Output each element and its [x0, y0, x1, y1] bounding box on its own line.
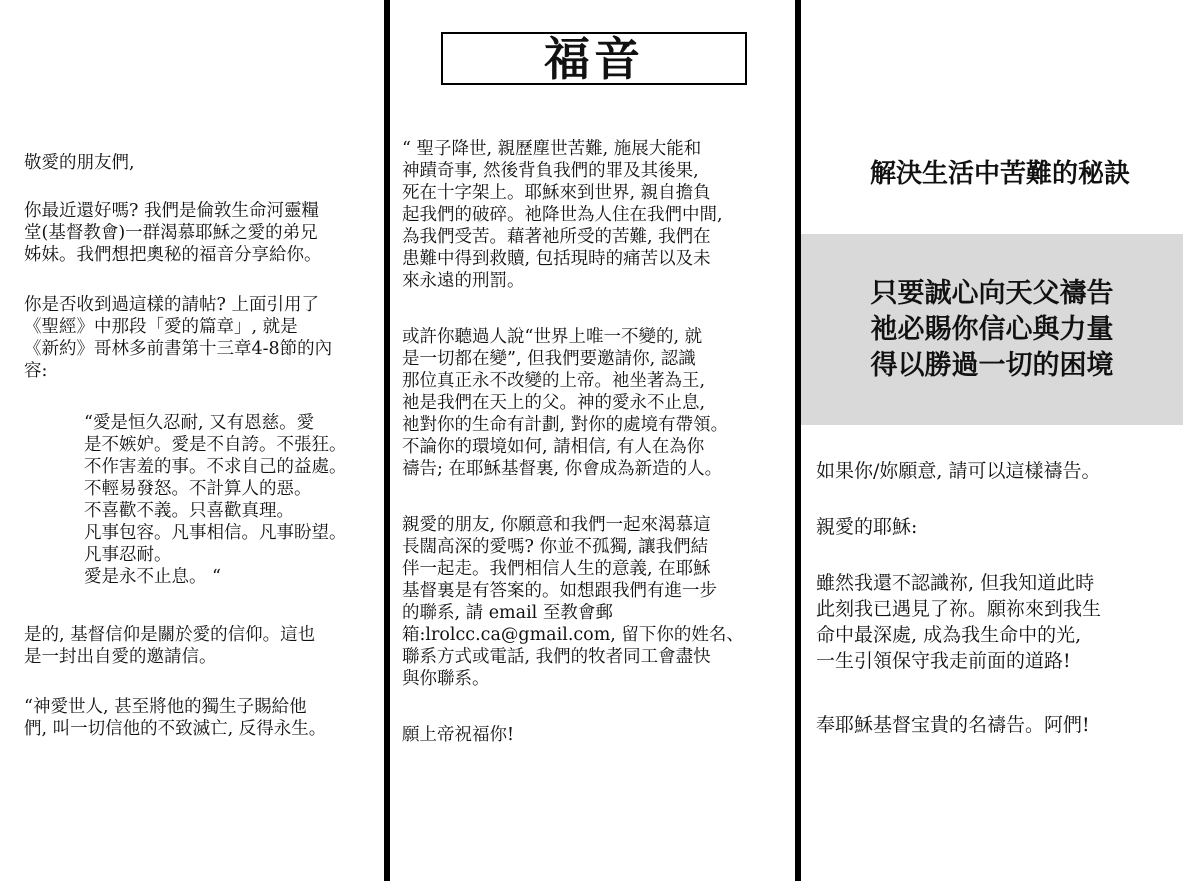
right-heading: 解決生活中苦難的秘訣 [869, 159, 1130, 189]
faith-paragraph: 是的, 基督信仰是關於愛的信仰。這也 是一封出自愛的邀請信。 [24, 625, 316, 667]
intro-paragraph: 你最近還好嗎? 我們是倫敦生命河靈糧 堂(基督教會)一群渴慕耶穌之愛的弟兄 姊妹。我們想把奧秘的福音分享給你。 [24, 201, 322, 265]
prayer-invitation: 如果你/妳願意, 請可以這樣禱告。 [816, 460, 1101, 482]
column-divider-right [795, 0, 801, 881]
highlight-text: 只要誠心向天父禱告 祂必賜你信心與力量 得以勝過一切的困境 [870, 277, 1114, 381]
page-title: 福音 [544, 31, 644, 86]
column-divider-left [384, 0, 390, 881]
unchanging-god-paragraph: 或許你聽過人說“世界上唯一不變的, 就 是一切都在變”, 但我們要邀請你, 認識 那位真正永不改變的上帝。祂坐著為王, 祂是我們在天上的父。神的愛永不止息, 祂對你的生命有計劃, 對你的處境有帶領。 不論你的環境如何, 請相信, 有人在為你 禱告; 在耶穌基督裏, 你會成為新造的人。 [402, 327, 729, 479]
blessing-line: 願上帝祝福你! [402, 725, 515, 745]
love-chapter-quote: “愛是恒久忍耐, 又有恩慈。愛 是不嫉妒。愛是不自誇。不張狂。 不作害羞的事。不求自己的益處。 不輕易發怒。不計算人的惡。 不喜歡不義。只喜歡真理。 凡事包容。凡事相信。凡事盼望。 凡事忍耐。 愛是永不止息。 “ [84, 413, 347, 587]
prayer-body: 雖然我還不認識祢, 但我知道此時 此刻我已遇見了祢。願祢來到我生 命中最深處, 成為我生命中的光, 一生引領保守我走前面的道路! [816, 572, 1102, 672]
highlight-box [801, 234, 1183, 425]
contact-paragraph: 親愛的朋友, 你願意和我們一起來渴慕這 長闊高深的愛嗎? 你並不孤獨, 讓我們結 伴一起走。我們相信人生的意義, 在耶穌 基督裏是有答案的。如想跟我們有進一步 的聯系, 請 email 至教會郵 箱:lrolcc.ca@gmail.com, 留下你的姓名、 聯系方式或電話, 我們的牧者同工會盡快 與你聯系。 [402, 515, 744, 689]
title-box [441, 32, 747, 85]
john-quote: “神愛世人, 甚至將他的獨生子賜給他 們, 叫一切信他的不致滅亡, 反得永生。 [24, 697, 327, 739]
prayer-salutation: 親愛的耶穌: [816, 516, 918, 538]
greeting: 敬愛的朋友們, [24, 153, 135, 173]
prayer-closing: 奉耶穌基督宝貴的名禱告。阿們! [816, 714, 1090, 736]
gospel-paragraph: “ 聖子降世, 親歷塵世苦難, 施展大能和 神蹟奇事, 然後背負我們的罪及其後果, 死在十字架上。耶穌來到世界, 親自擔負 起我們的破碎。祂降世為人住在我們中間, 為我們受苦。藉著祂所受的苦難, 我們在 患難中得到救贖, 包括現時的痛苦以及未 來永遠的刑罰。 [402, 139, 723, 291]
invitation-question-paragraph: 你是否收到過這樣的請帖? 上面引用了 《聖經》中那段「愛的篇章」, 就是 《新約》哥林多前書第十三章4-8節的內 容: [24, 295, 333, 381]
